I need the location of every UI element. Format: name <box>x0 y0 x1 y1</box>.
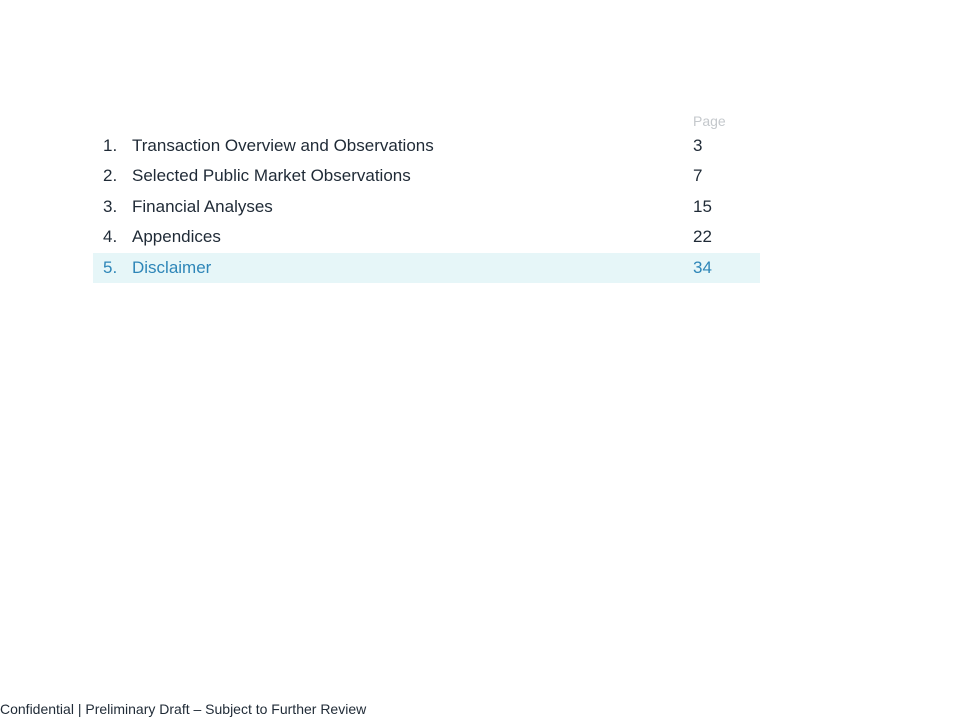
toc-item-page: 3 <box>693 136 703 155</box>
toc-item-title: Disclaimer <box>132 257 212 277</box>
toc-item-public-market-observations[interactable] <box>93 161 760 191</box>
toc-item-appendices[interactable] <box>93 222 760 252</box>
toc-item-disclaimer[interactable] <box>93 253 760 283</box>
page-column-label: Page <box>693 113 726 129</box>
toc-item-number: 1. <box>103 136 118 155</box>
toc-item-transaction-overview[interactable] <box>93 131 760 161</box>
toc-item-title: Appendices <box>132 227 221 247</box>
toc-item-number: 2. <box>103 166 118 186</box>
confidentiality-footer: Confidential | Preliminary Draft – Subject to Further Review <box>0 701 367 717</box>
table-of-contents <box>93 109 760 283</box>
toc-item-number: 5. <box>103 257 118 277</box>
toc-item-number: 3. <box>103 196 118 216</box>
toc-item-page: 34 <box>693 257 712 277</box>
page-column-header <box>93 109 760 131</box>
toc-item-financial-analyses[interactable] <box>93 192 760 222</box>
toc-item-page: 7 <box>693 166 703 186</box>
toc-item-title: Transaction Overview and Observations <box>132 136 434 155</box>
toc-item-page: 15 <box>693 196 712 216</box>
toc-item-page: 22 <box>693 227 712 247</box>
toc-item-title: Selected Public Market Observations <box>132 166 411 186</box>
toc-item-number: 4. <box>103 227 118 247</box>
toc-item-title: Financial Analyses <box>132 196 273 216</box>
